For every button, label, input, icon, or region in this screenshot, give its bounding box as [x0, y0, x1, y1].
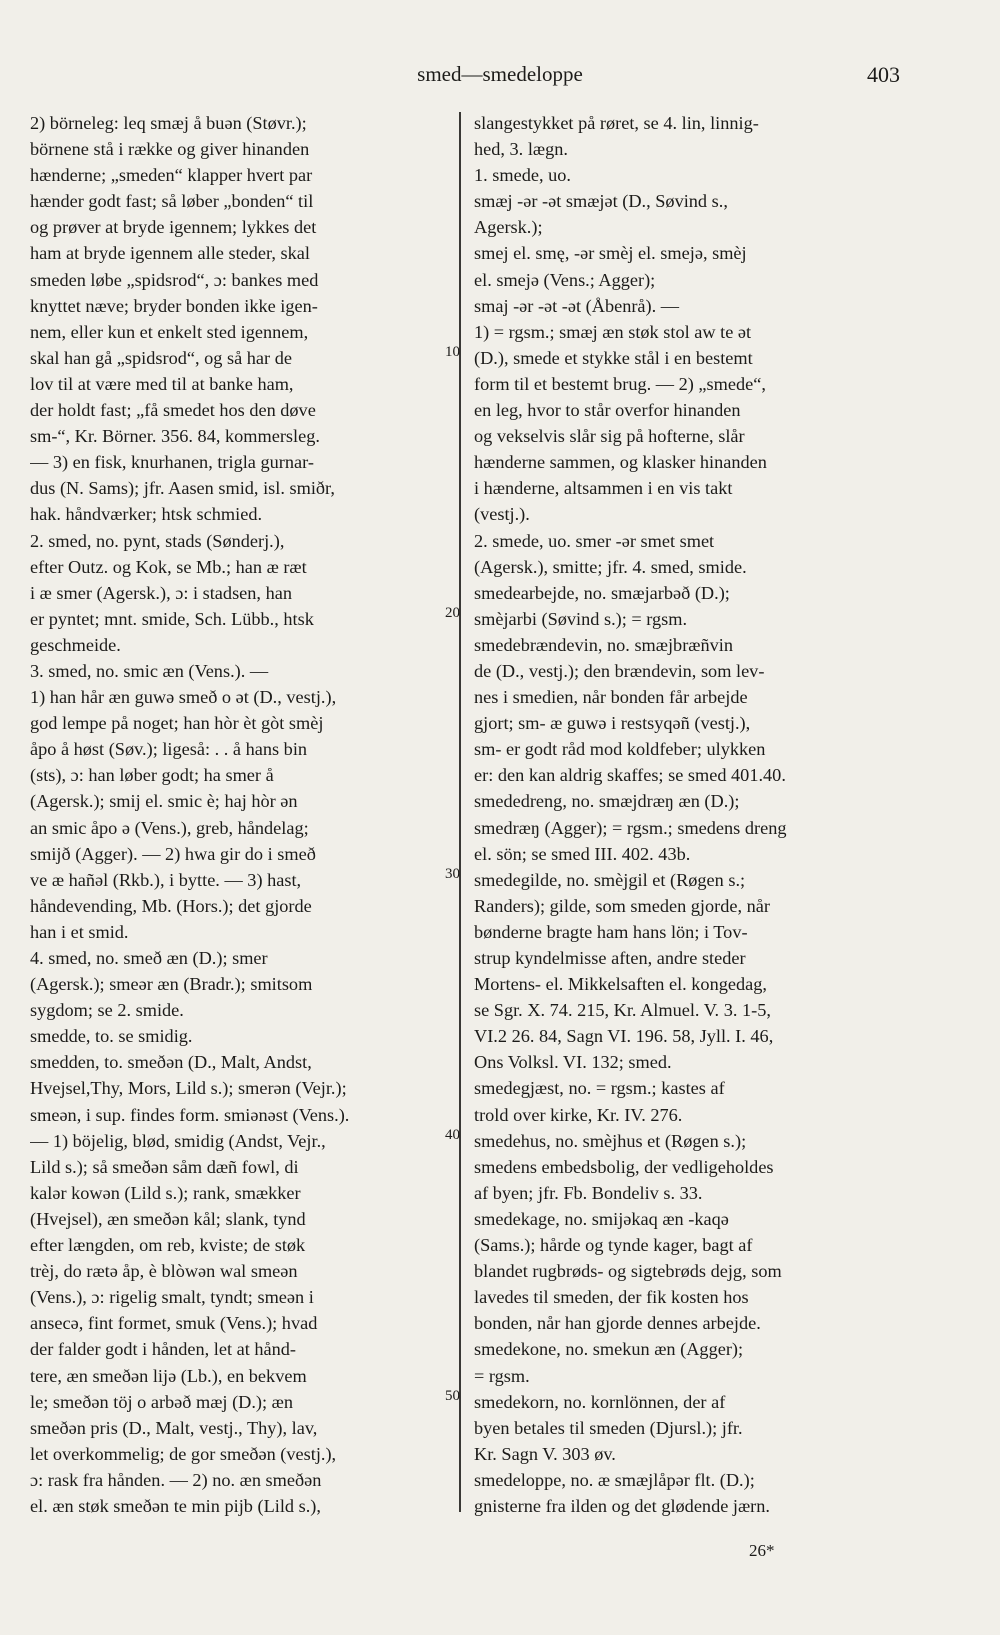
left-column-line: el. æn støk smeðən te min pijb (Lild s.),	[30, 1495, 321, 1516]
right-column-line: nes i smedien, når bonden får arbejde	[474, 687, 748, 708]
left-column-line: dus (N. Sams); jfr. Aasen smid, isl. smiðr,	[30, 478, 335, 499]
line-number-10: 10	[445, 344, 460, 360]
right-column-line: 1. smede, uo.	[474, 165, 571, 186]
left-column-line: (Agersk.); smij el. smic è; haj hòr ən	[30, 791, 298, 812]
left-column-line: let overkommelig; de gor smeðən (vestj.),	[30, 1443, 337, 1464]
right-column-line: smedeloppe, no. æ smæjlåpər flt. (D.);	[474, 1469, 755, 1490]
left-column-line: åpo å høst (Søv.); ligeså: . . å hans bin	[30, 739, 308, 760]
right-column-line: hed, 3. lægn.	[474, 139, 568, 160]
page-number: 403	[867, 62, 900, 87]
right-column-line: bonden, når han gjorde dennes arbejde.	[474, 1313, 761, 1334]
right-column-line: blandet rugbrøds- og sigtebrøds dejg, som	[474, 1261, 782, 1282]
right-column-line: smedekage, no. smijəkaq æn -kaqə	[474, 1208, 729, 1229]
left-column-line: og prøver at bryde igennem; lykkes det	[30, 217, 317, 238]
right-column-line: gnisterne fra ilden og det glødende jærn.	[474, 1495, 770, 1516]
left-column-line: (Vens.), ɔ: rigelig smalt, tyndt; smeən i	[30, 1287, 314, 1308]
right-column-line: smedearbejde, no. smæjarbəð (D.);	[474, 582, 730, 603]
right-column-line: (Sams.); hårde og tynde kager, bagt af	[474, 1235, 753, 1256]
right-column-line: hænderne sammen, og klasker hinanden	[474, 452, 767, 473]
right-column-line: se Sgr. X. 74. 215, Kr. Almuel. V. 3. 1-5,	[474, 1000, 771, 1021]
right-column-line: (D.), smede et stykke stål i en bestemt	[474, 347, 753, 368]
left-column-line: ham at bryde igennem alle steder, skal	[30, 243, 310, 264]
column-divider	[459, 112, 461, 1512]
right-column-line: smedegjæst, no. = rgsm.; kastes af	[474, 1078, 725, 1099]
left-column-line: smeden løbe „spidsrod“, ɔ: bankes med	[30, 269, 319, 290]
left-column-line: Hvejsel,Thy, Mors, Lild s.); smerən (Vejr.);	[30, 1078, 347, 1099]
right-column-line: smedebrændevin, no. smæjbræñvin	[474, 634, 733, 655]
right-column-line: smæj -ər -ət smæjət (D., Søvind s.,	[474, 191, 728, 212]
right-column-line: VI.2 26. 84, Sagn VI. 196. 58, Jyll. I. 46,	[474, 1026, 774, 1047]
right-column-line: el. smejə (Vens.; Agger);	[474, 269, 656, 290]
left-column-line: kalər kowən (Lild s.); rank, smækker	[30, 1182, 301, 1203]
line-number-20: 20	[445, 605, 460, 621]
right-column	[474, 110, 904, 1519]
right-column-line: 2. smede, uo. smer -ər smet smet	[474, 530, 715, 551]
right-column-line: 1) = rgsm.; smæj æn støk stol aw te ət	[474, 321, 752, 342]
right-column-line: el. sön; se smed III. 402. 43b.	[474, 843, 691, 864]
right-column-line: smedegilde, no. smèjgil et (Røgen s.;	[474, 869, 746, 890]
right-column-line: smej el. smę, -ər smèj el. smejə, smèj	[474, 243, 747, 264]
left-column-line: efter Outz. og Kok, se Mb.; han æ ræt	[30, 556, 307, 577]
left-column-line: hænder godt fast; så løber „bonden“ til	[30, 191, 314, 212]
left-column-line: geschmeide.	[30, 634, 121, 655]
left-column-line: (Agersk.); smeər æn (Bradr.); smitsom	[30, 974, 313, 995]
right-column-line: (Agersk.), smitte; jfr. 4. smed, smide.	[474, 556, 747, 577]
right-column-line: smedehus, no. smèjhus et (Røgen s.);	[474, 1130, 747, 1151]
right-column-line: bønderne bragte ham hans lön; i Tov-	[474, 921, 748, 942]
left-column-line: knyttet næve; bryder bonden ikke igen-	[30, 295, 318, 316]
right-column-line: (vestj.).	[474, 504, 530, 525]
right-column-line: Mortens- el. Mikkelsaften el. kongedag,	[474, 974, 767, 995]
left-column-line: i æ smer (Agersk.), ɔ: i stadsen, han	[30, 582, 292, 603]
left-column-line: ɔ: rask fra hånden. — 2) no. æn smeðən	[30, 1469, 322, 1490]
right-column-line: smaj -ər -ət -ət (Åbenrå). —	[474, 295, 680, 316]
right-column-line: strup kyndelmisse aften, andre steder	[474, 948, 746, 968]
left-column-line: håndevending, Mb. (Hors.); det gjorde	[30, 895, 312, 916]
left-column-line: 2) börneleg: leq smæj å buən (Støvr.);	[30, 113, 307, 133]
left-column-line: efter længden, om reb, kviste; de støk	[30, 1235, 306, 1256]
left-column-line: er pyntet; mnt. smide, Sch. Lübb., htsk	[30, 608, 314, 629]
right-column-line: slangestykket på røret, se 4. lin, linnig-	[474, 113, 759, 133]
left-column-line: trèj, do rætə åp, è blòwən wal smeən	[30, 1261, 298, 1282]
left-column-line: 1) han hår æn guwə smeð o ət (D., vestj.),	[30, 687, 337, 708]
right-column-line: = rgsm.	[474, 1365, 530, 1386]
left-column-line: han i et smid.	[30, 921, 129, 942]
left-column-line: 2. smed, no. pynt, stads (Sønderj.),	[30, 530, 285, 551]
left-column-line: 4. smed, no. smeð æn (D.); smer	[30, 948, 268, 968]
right-column-line: smedekone, no. smekun æn (Agger);	[474, 1339, 744, 1360]
right-column-line: af byen; jfr. Fb. Bondeliv s. 33.	[474, 1182, 703, 1203]
left-column-line: der holdt fast; „få smedet hos den døve	[30, 400, 316, 421]
left-column-line: — 1) böjelig, blød, smidig (Andst, Vejr.,	[30, 1130, 326, 1151]
right-column-line: gjort; sm- æ guwə i restsyqəñ (vestj.),	[474, 713, 751, 734]
running-head: smed—smedeloppe	[417, 62, 583, 86]
left-column-line: 3. smed, no. smic æn (Vens.). —	[30, 660, 269, 681]
right-column-line: i hænderne, altsammen i en vis takt	[474, 478, 733, 499]
right-column-line: smèjarbi (Søvind s.); = rgsm.	[474, 608, 688, 629]
right-column-line: trold over kirke, Kr. IV. 276.	[474, 1104, 683, 1125]
left-column-line: smeðən pris (D., Malt, vestj., Thy), lav,	[30, 1417, 318, 1438]
left-column-line: skal han gå „spidsrod“, og så har de	[30, 347, 292, 368]
right-column-line: lavedes til smeden, der fik kosten hos	[474, 1287, 749, 1308]
right-column-line: er: den kan aldrig skaffes; se smed 401.40.	[474, 765, 786, 786]
right-column-line: de (D., vestj.); den brændevin, som lev-	[474, 660, 765, 681]
right-column-line: Agersk.);	[474, 217, 543, 238]
left-column-line: god lempe på noget; han hòr èt gòt smèj	[30, 713, 324, 734]
left-column-line: hak. håndværker; htsk schmied.	[30, 504, 263, 525]
signature-mark: 26*	[749, 1541, 775, 1560]
right-column-line: Kr. Sagn V. 303 øv.	[474, 1443, 616, 1464]
left-column-line: smijð (Agger). — 2) hwa gir do i smeð	[30, 843, 316, 864]
right-column-line: smededreng, no. smæjdræŋ æn (D.);	[474, 791, 740, 812]
left-column-line: sm-“, Kr. Börner. 356. 84, kommersleg.	[30, 426, 320, 447]
right-column-line: smedens embedsbolig, der vedligeholdes	[474, 1156, 774, 1177]
left-column-line: le; smeðən töj o arbəð mæj (D.); æn	[30, 1391, 293, 1412]
right-column-line: smedræŋ (Agger); = rgsm.; smedens dreng	[474, 817, 787, 838]
left-column-line: hænderne; „smeden“ klapper hvert par	[30, 165, 313, 186]
left-column-line: ansecə, fint formet, smuk (Vens.); hvad	[30, 1313, 318, 1334]
line-number-30: 30	[445, 866, 460, 882]
left-column-line: smedden, to. smeðən (D., Malt, Andst,	[30, 1052, 312, 1073]
right-column-line: Ons Volksl. VI. 132; smed.	[474, 1052, 672, 1073]
left-column-line: tere, æn smeðən lijə (Lb.), en bekvem	[30, 1365, 307, 1386]
left-column-line: sygdom; se 2. smide.	[30, 1000, 184, 1021]
left-column-line: (Hvejsel), æn smeðən kål; slank, tynd	[30, 1208, 306, 1229]
left-column	[30, 110, 460, 1519]
right-column-line: Randers); gilde, som smeden gjorde, når	[474, 895, 770, 916]
left-column-line: smeən, i sup. findes form. smiənəst (Vens.).	[30, 1104, 350, 1125]
left-column-line: börnene stå i række og giver hinanden	[30, 139, 310, 160]
left-column-line: — 3) en fisk, knurhanen, trigla gurnar-	[30, 452, 314, 473]
left-column-line: nem, eller kun et enkelt sted igennem,	[30, 321, 309, 342]
right-column-line: en leg, hvor to står overfor hinanden	[474, 400, 741, 421]
right-column-line: smedekorn, no. kornlönnen, der af	[474, 1391, 726, 1412]
left-column-line: (sts), ɔ: han løber godt; ha smer å	[30, 765, 274, 786]
right-column-line: sm- er godt råd mod koldfeber; ulykken	[474, 739, 766, 760]
line-number-50: 50	[445, 1388, 460, 1404]
left-column-line: der falder godt i hånden, let at hånd-	[30, 1339, 296, 1360]
right-column-line: byen betales til smeden (Djursl.); jfr.	[474, 1417, 743, 1438]
left-column-line: lov til at være med til at banke ham,	[30, 373, 294, 394]
page-header	[0, 58, 1000, 90]
left-column-line: ve æ hañəl (Rkb.), i bytte. — 3) hast,	[30, 869, 302, 890]
right-column-line: form til et bestemt brug. — 2) „smede“,	[474, 373, 766, 394]
right-column-line: og vekselvis slår sig på hofterne, slår	[474, 426, 745, 447]
left-column-line: Lild s.); så smeðən såm dæñ fowl, di	[30, 1156, 299, 1177]
left-column-line: an smic åpo ə (Vens.), greb, håndelag;	[30, 817, 309, 838]
left-column-line: smedde, to. se smidig.	[30, 1026, 193, 1047]
line-number-40: 40	[445, 1127, 460, 1143]
